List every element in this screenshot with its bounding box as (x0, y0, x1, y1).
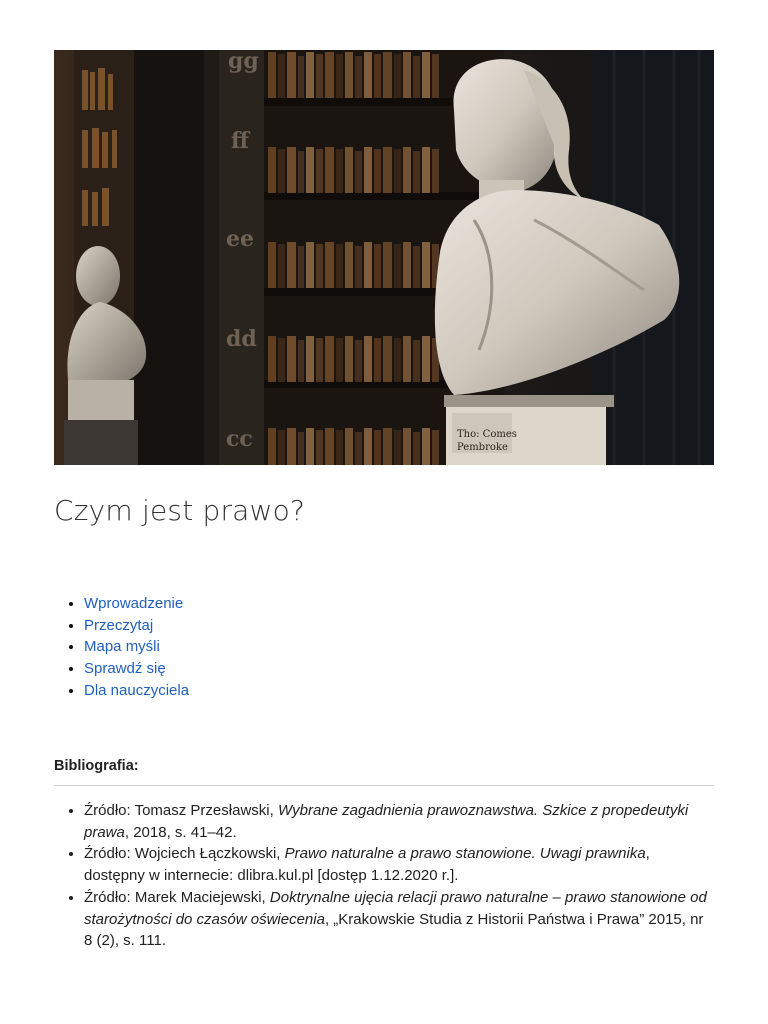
nav-link-mapa-mysli[interactable]: Mapa myśli (84, 638, 160, 656)
bibliography-entry (84, 887, 714, 952)
nav-link-dla-nauczyciela[interactable]: Dla nauczyciela (84, 681, 190, 699)
entry-title: Prawo naturalne a prawo stanowione. Uwagi prawnika (284, 845, 646, 863)
nav-item-przeczytaj (84, 615, 189, 637)
shelf-letter-gg: gg (228, 50, 259, 74)
shelf-letter-dd: dd (226, 326, 257, 352)
entry-prefix: Źródło: Wojciech Łączkowski, (84, 845, 285, 863)
bibliography-divider (54, 785, 714, 786)
nav-link-wprowadzenie[interactable]: Wprowadzenie (84, 595, 184, 612)
plaque-text-line-1: Tho: Comes (457, 429, 517, 440)
nav-item-dla-nauczyciela (84, 680, 189, 702)
plaque-text-line-2: Pembroke (457, 442, 508, 453)
bibliography-heading: Bibliografia: (54, 758, 139, 774)
entry-suffix: , 2018, s. 41–42. (124, 823, 237, 841)
shelf-letter-ee: ee (226, 226, 254, 252)
entry-suffix: , „Krakowskie Studia z Historii Państwa i Prawa” 2015, nr 8 (2), s. 111. (84, 910, 704, 950)
bibliography-entry (84, 800, 714, 843)
nav-item-mapa-mysli (84, 636, 189, 658)
page-title: Czym jest prawo? (54, 494, 306, 527)
nav-link-sprawdz-sie[interactable]: Sprawdź się (84, 660, 166, 678)
entry-title: Doktrynalne ujęcia relacji prawo naturalne – prawo stanowione od starożytności do czasów oświecenia (84, 888, 707, 928)
hero-image (54, 50, 714, 465)
section-nav (54, 593, 189, 702)
nav-item-sprawdz-sie (84, 658, 189, 680)
bibliography-list (54, 800, 714, 952)
shelf-letter-cc: cc (226, 426, 253, 452)
nav-link-przeczytaj[interactable]: Przeczytaj (84, 616, 154, 634)
nav-item-wprowadzenie (84, 593, 189, 615)
entry-title: Wybrane zagadnienia prawoznawstwa. Szkice z propedeutyki prawa (84, 802, 689, 841)
entry-suffix: , dostępny w internecie: dlibra.kul.pl [dostęp 1.12.2020 r.]. (84, 845, 650, 885)
entry-prefix: Źródło: Tomasz Przesławski, (84, 802, 278, 819)
entry-prefix: Źródło: Marek Maciejewski, (84, 888, 270, 906)
library-busts-photo (54, 50, 714, 465)
bibliography-entry (84, 843, 714, 886)
shelf-letter-ff: ff (231, 128, 250, 154)
